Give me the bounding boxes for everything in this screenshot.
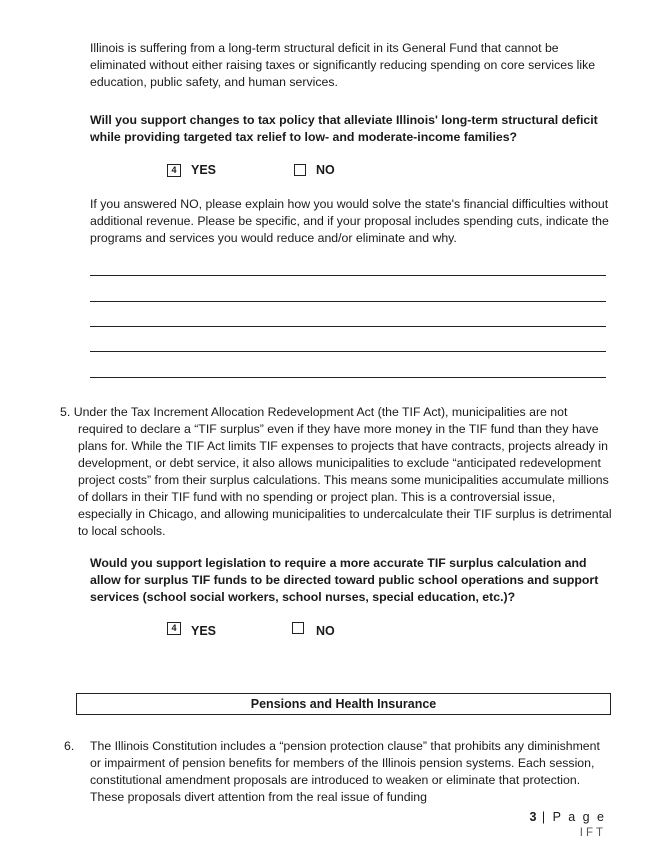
item-5-text: Under the Tax Increment Allocation Redevelopment Act (the TIF Act), municipalities are not required to declare a “TIF surplus” even if they have more money in the TIF fund than they have plans for. While the TIF Act limits TIF expenses to projects that have contracts, projects already in development, or debt service, it also allows municipalities to exclude “anticipated redevelopment project costs” from their surplus calculations. This means some municipalities accumulate millions of dollars in their TIF fund with no spending or project plan. This is a controversial issue, especially in Chicago, and allowing municipalities to undercalculate their TIF surplus is detrimental to local schools. <box>73 405 612 538</box>
tif-yes-checkbox[interactable]: 4 <box>167 622 181 635</box>
item-5 <box>60 404 612 540</box>
footer-org: IFT <box>579 827 606 839</box>
explain-prompt: If you answered NO, please explain how you would solve the state's financial difficulties without additional revenue. Please be specific, and if your proposal includes spending cuts, indicate the programs and services you would reduce and/or eliminate and why. <box>90 197 609 245</box>
item-6-number: 6. <box>64 739 75 753</box>
page-footer <box>529 809 606 826</box>
tax-yes-checkbox[interactable]: 4 <box>167 164 181 177</box>
tax-no-checkbox[interactable] <box>294 164 306 176</box>
item-6 <box>64 738 612 806</box>
page-label: | P a g e <box>541 810 606 824</box>
item-6-text: The Illinois Constitution includes a “pension protection clause” that prohibits any diminishment or impairment of pension benefits for members of the Illinois pension systems. Each session, constitutional amendment proposals are introduced to weaken or eliminate that protection. These proposals divert attention from the real issue of funding <box>90 739 600 804</box>
tif-yes-label: YES <box>191 624 217 638</box>
tif-no-label: NO <box>316 624 335 638</box>
item-6-paragraph <box>64 738 612 806</box>
answer-line[interactable] <box>90 326 606 327</box>
tax-no-label: NO <box>316 163 335 177</box>
answer-line[interactable] <box>90 301 606 302</box>
item-5-number: 5. <box>60 405 71 419</box>
tax-yes-label: YES <box>191 163 217 177</box>
answer-line[interactable] <box>90 351 606 352</box>
section-heading-pensions: Pensions and Health Insurance <box>76 693 611 715</box>
tax-question: Will you support changes to tax policy that alleviate Illinois' long-term structural deficit while providing targeted tax relief to low- and moderate-income families? <box>90 113 598 144</box>
item-5-paragraph <box>60 404 612 540</box>
intro-paragraph: Illinois is suffering from a long-term structural deficit in its General Fund that cannot be eliminated without either raising taxes or significantly reducing spending on core services like education, public safety, and human services. <box>90 41 596 89</box>
tif-question: Would you support legislation to require a more accurate TIF surplus calculation and allow for surplus TIF funds to be directed toward public school operations and support services (school social workers, school nurses, special education, etc.)? <box>90 556 599 604</box>
page-number: 3 <box>529 810 537 824</box>
answer-line[interactable] <box>90 275 606 276</box>
answer-line[interactable] <box>90 377 606 378</box>
tif-no-checkbox[interactable] <box>292 622 304 634</box>
